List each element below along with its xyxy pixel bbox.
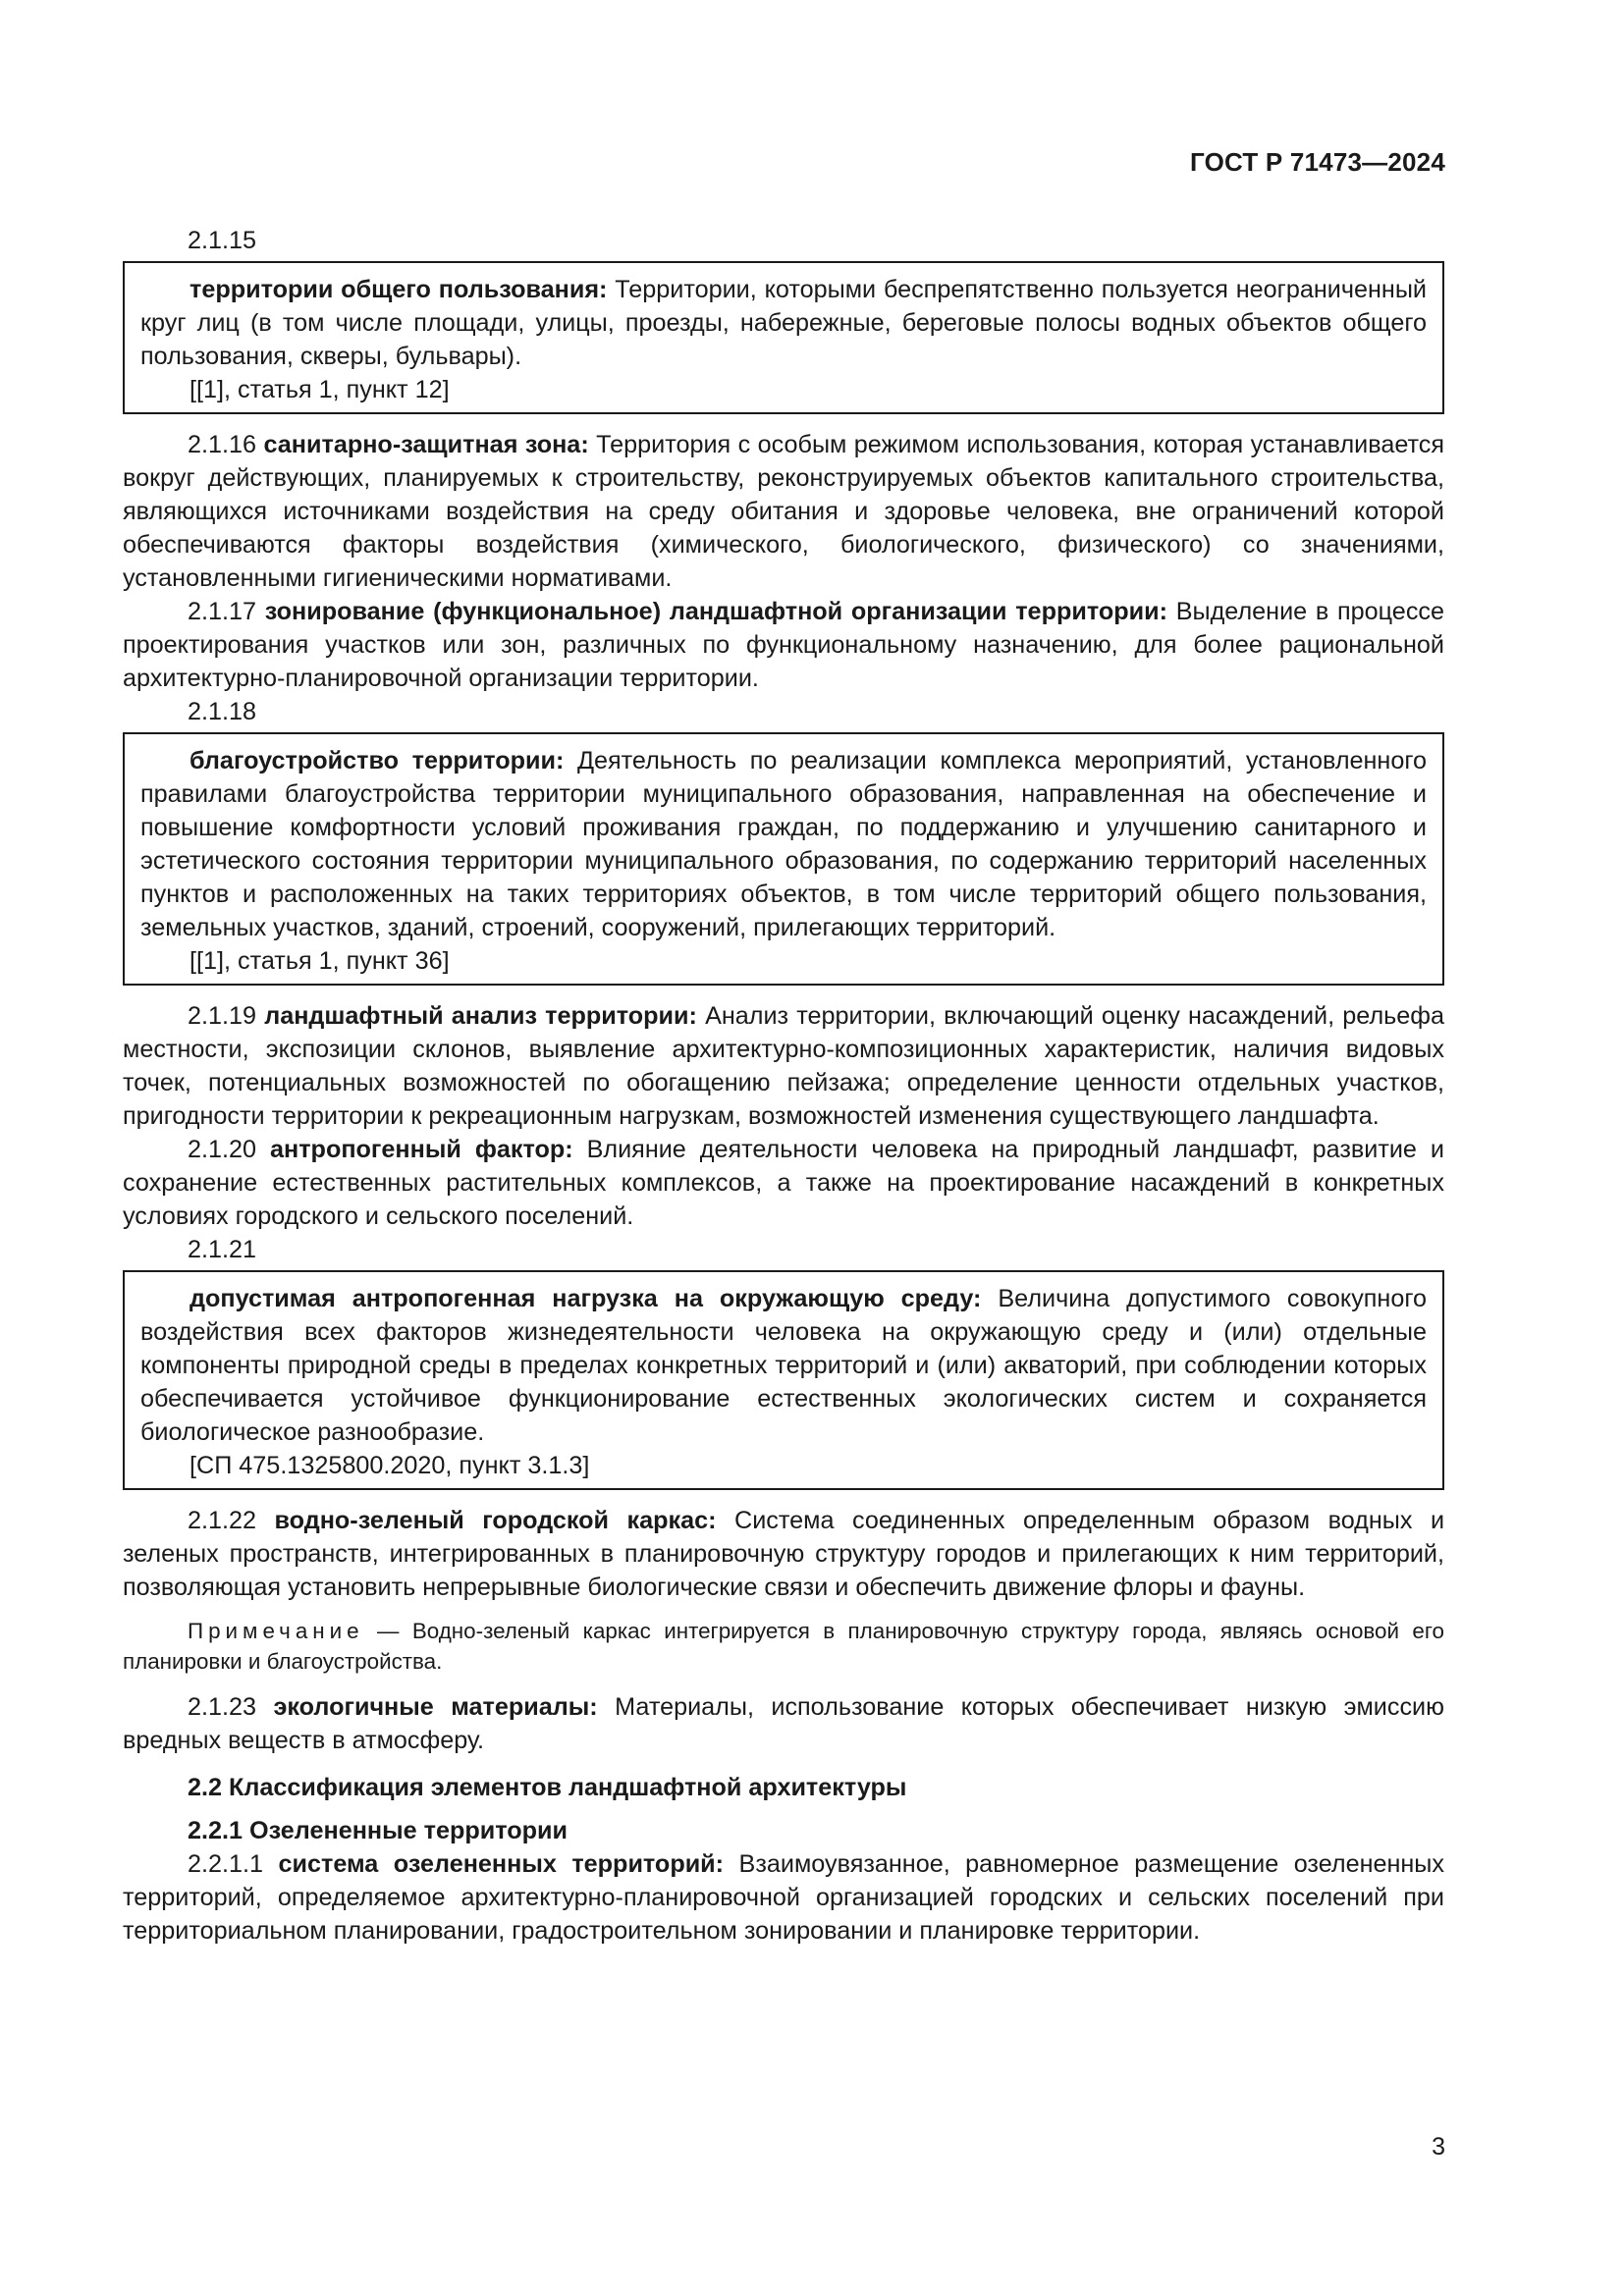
page-content bbox=[123, 224, 1444, 1948]
term-number-2-1-15: 2.1.15 bbox=[188, 227, 257, 254]
definition-paragraph bbox=[140, 273, 1427, 373]
definition-paragraph bbox=[140, 1282, 1427, 1449]
definition-2-1-20 bbox=[123, 1133, 1444, 1233]
term-number: 2.1.23 bbox=[188, 1693, 257, 1721]
term-number: 2.1.20 bbox=[188, 1136, 257, 1163]
definition-2-1-23 bbox=[123, 1690, 1444, 1757]
source-reference: [[1], статья 1, пункт 12] bbox=[189, 376, 450, 403]
term-title: водно-зеленый городской каркас: bbox=[274, 1507, 717, 1534]
note-text: — Водно-зеленый каркас интегрируется в планировочную структуру города, являясь основой его планировки и благоустройства. bbox=[123, 1619, 1444, 1674]
definition-2-2-1-1 bbox=[123, 1847, 1444, 1948]
term-number: 2.1.16 bbox=[188, 431, 257, 458]
term-title: система озелененных территорий: bbox=[278, 1850, 725, 1878]
term-title: зонирование (функциональное) ландшафтной организации территории: bbox=[264, 598, 1167, 625]
definition-2-1-19 bbox=[123, 999, 1444, 1133]
source-reference: [СП 475.1325800.2020, пункт 3.1.3] bbox=[189, 1452, 590, 1479]
term-definition: Деятельность по реализации комплекса мероприятий, установленного правилами благоустройства территории муниципального образования, направленная на обеспечение и повышение комфортности условий проживания граждан, по поддержанию и улучшению санитарного и эстетического состояния территории муниципального образования, по содержанию территорий населенных пунктов и расположенных на таких территориях объектов, в том числе территорий общего пользования, земельных участков, зданий, строений, сооружений, прилегающих территорий. bbox=[140, 747, 1427, 941]
term-title: экологичные материалы: bbox=[273, 1693, 598, 1721]
term-number: 2.1.19 bbox=[188, 1002, 257, 1030]
term-definition: Выделение в процессе проектирования участков или зон, различных по функциональному назначению, для более рациональной архитектурно-планировочной организации территории. bbox=[123, 598, 1445, 692]
term-number: 2.1.22 bbox=[188, 1507, 257, 1534]
definition-2-1-22 bbox=[123, 1504, 1444, 1604]
note-paragraph bbox=[123, 1616, 1444, 1677]
term-number: 2.2.1.1 bbox=[188, 1850, 264, 1878]
term-title: благоустройство территории: bbox=[189, 747, 565, 774]
section-heading-2-2: 2.2 Классификация элементов ландшафтной архитектуры bbox=[188, 1774, 907, 1801]
term-definition: Территория с особым режимом использования, которая устанавливается вокруг действующих, планируемых к строительству, реконструируемых объектов капитального строительства, являющихся источниками воздействия на среду обитания и здоровье человека, вне ограничений которой обеспечиваются факторы воздействия (химического, биологического, физического) со значениями, установленными гигиеническими нормативами. bbox=[123, 431, 1445, 592]
term-definition: Материалы, использование которых обеспечивает низкую эмиссию вредных веществ в атмосферу. bbox=[123, 1693, 1445, 1754]
page-number: 3 bbox=[1432, 2133, 1445, 2161]
source-reference: [[1], статья 1, пункт 36] bbox=[189, 947, 450, 975]
quoted-definition-box-2-1-18 bbox=[123, 732, 1444, 986]
note-label: Примечание bbox=[188, 1619, 364, 1643]
term-number-2-1-18: 2.1.18 bbox=[188, 698, 257, 725]
term-definition: Взаимоувязанное, равномерное размещение озелененных территорий, определяемое архитектурно-планировочной организацией городских и сельских поселений при территориальном планировании, градостроительном зонировании и планировке территории. bbox=[123, 1850, 1445, 1945]
quoted-definition-box-2-1-15 bbox=[123, 261, 1444, 414]
document-code-header: ГОСТ Р 71473—2024 bbox=[1190, 147, 1445, 177]
term-title: антропогенный фактор: bbox=[270, 1136, 573, 1163]
definition-2-1-16 bbox=[123, 428, 1444, 595]
definition-paragraph bbox=[140, 744, 1427, 944]
term-definition: Территории, которыми беспрепятственно пользуется неограниченный круг лиц (в том числе площади, улицы, проезды, набережные, береговые полосы водных объектов общего пользования, скверы, бульвары). bbox=[140, 276, 1427, 370]
definition-2-1-17 bbox=[123, 595, 1444, 695]
term-number-2-1-21: 2.1.21 bbox=[188, 1236, 257, 1263]
term-title: ландшафтный анализ территории: bbox=[264, 1002, 697, 1030]
term-definition: Величина допустимого совокупного воздействия всех факторов жизнедеятельности человека на окружающую среду и (или) отдельные компоненты природной среды в пределах конкретных территорий и (или) акваторий, при соблюдении которых обеспечивается устойчивое функционирование естественных экологических систем и сохраняется биологическое разнообразие. bbox=[140, 1285, 1427, 1446]
term-title: допустимая антропогенная нагрузка на окружающую среду: bbox=[189, 1285, 982, 1312]
term-definition: Влияние деятельности человека на природный ландшафт, развитие и сохранение естественных растительных комплексов, а также на проектирование насаждений в конкретных условиях городского и сельского поселений. bbox=[123, 1136, 1444, 1230]
quoted-definition-box-2-1-21 bbox=[123, 1270, 1444, 1490]
term-title: санитарно-защитная зона: bbox=[263, 431, 589, 458]
term-title: территории общего пользования: bbox=[189, 276, 608, 303]
term-definition: Система соединенных определенным образом водных и зеленых пространств, интегрированных в планировочную структуру городов и прилегающих к ним территорий, позволяющая установить непрерывные биологические связи и обеспечить движение флоры и фауны. bbox=[123, 1507, 1445, 1601]
term-definition: Анализ территории, включающий оценку насаждений, рельефа местности, экспозиции склонов, выявление архитектурно-композиционных характеристик, наличия видовых точек, потенциальных возможностей по обогащению пейзажа; определение ценности отдельных участков, пригодности территории к рекреационным нагрузкам, возможностей изменения существующего ландшафта. bbox=[123, 1002, 1445, 1130]
term-number: 2.1.17 bbox=[188, 598, 257, 625]
subsection-heading-2-2-1: 2.2.1 Озелененные территории bbox=[188, 1817, 568, 1844]
